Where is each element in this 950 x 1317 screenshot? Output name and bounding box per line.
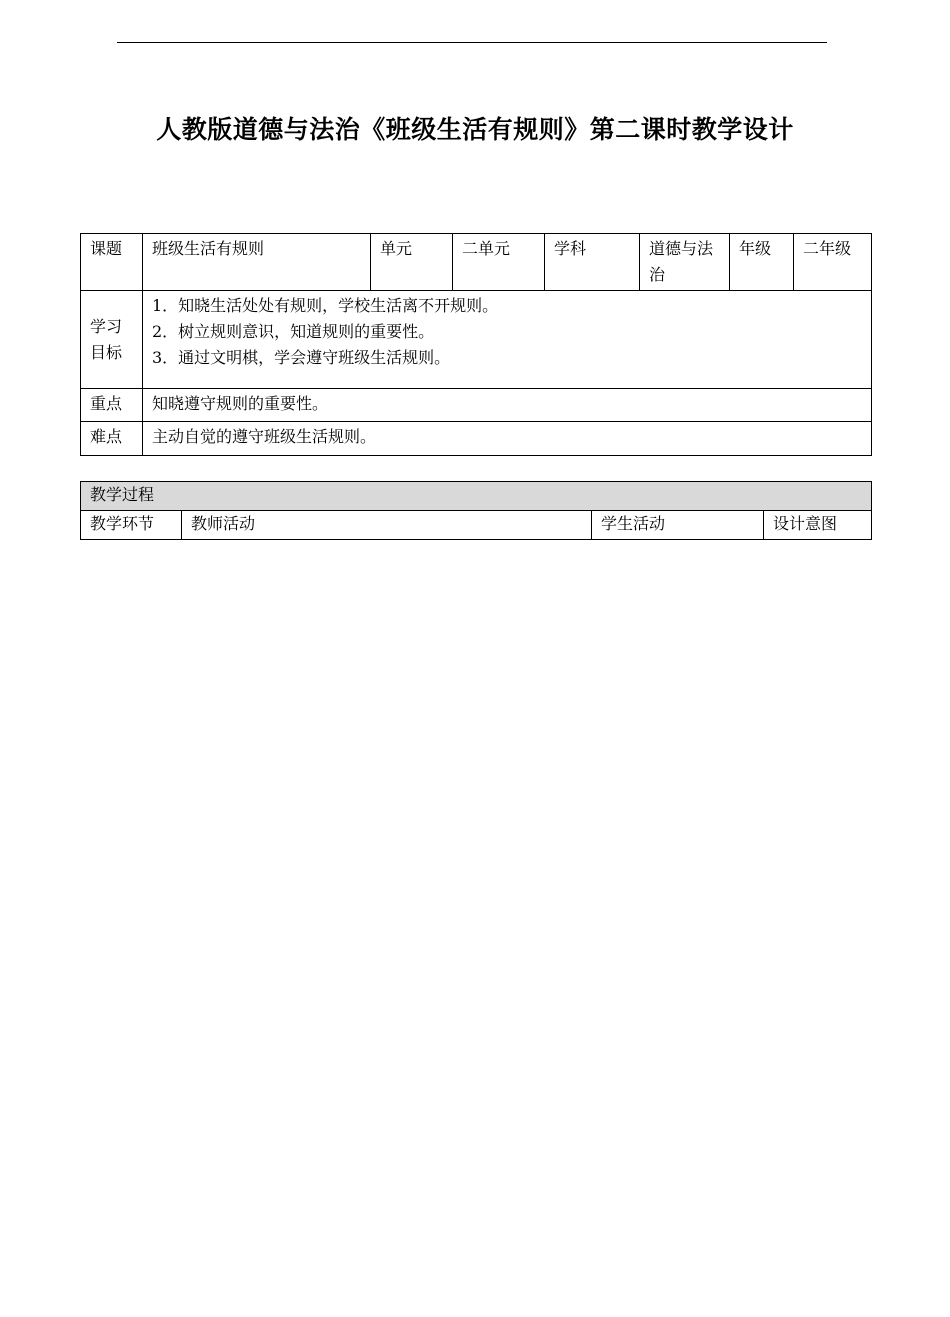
unit-label: 单元 xyxy=(371,234,453,291)
difficulty-value: 主动自觉的遵守班级生活规则。 xyxy=(143,422,872,456)
column-header-teacher-activity: 教师活动 xyxy=(182,511,592,540)
process-header-row xyxy=(81,482,872,511)
topic-label: 课题 xyxy=(81,234,143,291)
key-point-value: 知晓遵守规则的重要性。 xyxy=(143,389,872,422)
lesson-info-table xyxy=(80,233,872,456)
info-row-topic xyxy=(81,234,872,291)
info-row-key-point xyxy=(81,389,872,422)
subject-label: 学科 xyxy=(545,234,640,291)
goal-item: 1．知晓生活处处有规则，学校生活离不开规则。 xyxy=(152,296,499,315)
process-columns-row xyxy=(81,511,872,540)
document-title: 人教版道德与法治《班级生活有规则》第二课时教学设计 xyxy=(156,115,794,144)
subject-value: 道德与法治 xyxy=(640,234,730,291)
topic-value: 班级生活有规则 xyxy=(143,234,371,291)
key-point-label: 重点 xyxy=(81,389,143,422)
column-header-student-activity: 学生活动 xyxy=(592,511,764,540)
goal-item: 2．树立规则意识，知道规则的重要性。 xyxy=(152,322,435,341)
goals-content xyxy=(143,291,872,389)
column-header-design-intent: 设计意图 xyxy=(764,511,872,540)
grade-label: 年级 xyxy=(730,234,794,291)
unit-value: 二单元 xyxy=(453,234,545,291)
goal-item: 3．通过文明棋，学会遵守班级生活规则。 xyxy=(152,348,451,367)
info-row-difficulty xyxy=(81,422,872,456)
process-header: 教学过程 xyxy=(81,482,872,511)
goals-label: 学习目标 xyxy=(81,291,143,389)
difficulty-label: 难点 xyxy=(81,422,143,456)
grade-value: 二年级 xyxy=(794,234,872,291)
column-header-stage: 教学环节 xyxy=(81,511,182,540)
header-rule xyxy=(117,42,827,43)
info-row-goals xyxy=(81,291,872,389)
teaching-process-table xyxy=(80,481,872,540)
